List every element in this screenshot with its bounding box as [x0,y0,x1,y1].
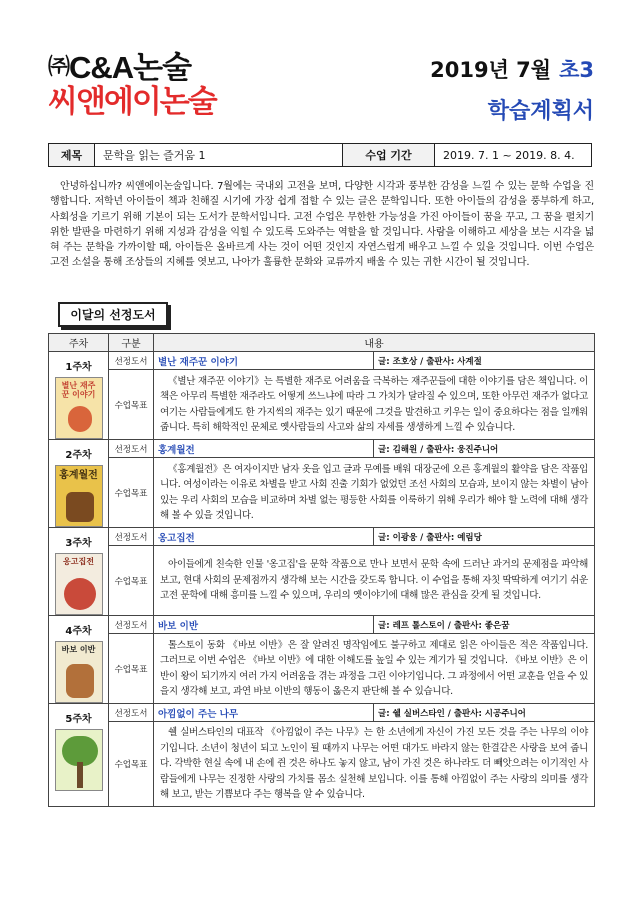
table-header-row [49,334,595,352]
book-title: 옹고집전 [154,528,374,546]
period-label: 수업 기간 [343,144,435,166]
book-cover-image [55,553,103,615]
type-goal: 수업목표 [109,370,154,440]
type-goal: 수업목표 [109,546,154,616]
book-cover-image [55,641,103,703]
document-heading [430,54,594,125]
subject-value: 문학을 읽는 즐거움 1 [95,144,343,166]
lesson-goal: 쉘 실버스타인의 대표작 《아낌없이 주는 나무》는 한 소년에게 자신이 가진 모든 것을 주는 나무의 이야기입니다. 소년이 청년이 되고 노인이 될 때까지 나무는 어떤 대가도 바라지 않는 한결같은 사랑을 보여 줍니다. 각박한 현실 속에 내 손에 쥔 것은 하나도 놓지 않고, 남이 가진 것은 하나라도 더 빼앗으려는 이기적인 사람들에게 나무는 진정한 사랑의 가치를 몸소 실천해 보입니다. 이를 통해 아낌없이 주는 사랑의 의미를 생각해 보고, 받는 기쁨보다 주는 행복을 알 수 있습니다. [154,722,595,807]
book-schedule-table [48,333,595,807]
logo-en-text: C&A논술 [69,50,192,85]
intro-paragraph: 안녕하십니까? 씨앤에이논술입니다. 7월에는 국내외 고전을 보며, 다양한 시각과 풍부한 감성을 느낄 수 있는 문학 수업을 진행합니다. 저학년 아이들이 책과 친해질 시기에 가장 쉽게 접할 수 있는 글은 문학입니다. 또한 아이들의 감성을 풍부하게 하고, 사회성을 기르기 위해 기본이 되는 도서가 문학서입니다. 고전 수업은 무한한 가능성을 가진 아이들이 꿈을 꾸고, 그 꿈을 펼치기 위한 발판을 마련하기 위해 지성과 감성을 익힐 수 있도록 도와주는 역할을 할 것입니다. 사람을 이해하고 세상을 보는 시각을 넓혀 주는 문학을 가까이할 때, 아이들은 올바르게 사는 것이 어떤 것인지 자연스럽게 배우고 느낄 수 있을 것입니다. 이번 수업은 고전 소설을 통해 조상들의 지혜를 엿보고, 나아가 훌륭한 문화와 교류까지 배울 수 있는 귀한 시간이 될 것입니다. [50,181,594,269]
header-week: 주차 [49,334,109,352]
section-title: 이달의 선정도서 [58,302,168,327]
book-title: 바보 이반 [154,616,374,634]
week-label: 3주차 [65,538,92,549]
lesson-goal: 《홍계월전》은 여자이지만 남자 옷을 입고 글과 무예를 배워 대장군에 오른 홍계월의 활약을 담은 작품입니다. 여성이라는 이유로 차별을 받고 사회 진출 기회가 없었던 조선 사회의 모습과, 보이지 않는 차별이 남아 있는 우리 사회의 모습을 비교하며 차별 없는 평등한 사회를 이룩하기 위해 우리가 해야 할 노력에 대해 생각해 볼 수 있을 것입니다. [154,458,595,528]
week-label: 4주차 [65,626,92,637]
logo-korean: 씨앤에이논술 [48,84,216,120]
week-label: 5주차 [65,714,92,725]
type-book: 선정도서 [109,440,154,458]
type-goal: 수업목표 [109,634,154,704]
header-content: 내용 [154,334,595,352]
type-goal: 수업목표 [109,722,154,807]
type-goal: 수업목표 [109,458,154,528]
book-author: 글: 쉘 실버스타인 / 출판사: 시공주니어 [374,704,595,722]
table-row [49,370,595,440]
type-book: 선정도서 [109,352,154,370]
book-title: 아낌없이 주는 나무 [154,704,374,722]
book-cover-image [55,729,103,791]
cover-title: 옹고집전 [63,557,94,566]
book-author: 글: 이광웅 / 출판사: 예림당 [374,528,595,546]
header-type: 구분 [109,334,154,352]
book-cover-image [55,377,103,439]
week-label: 1주차 [65,362,92,373]
table-row [49,352,595,370]
book-title: 별난 재주꾼 이야기 [154,352,374,370]
cover-title: 바보 이반 [61,645,96,654]
lesson-goal: 《별난 재주꾼 이야기》는 특별한 재주로 어려움을 극복하는 재주꾼들에 대한 이야기를 담은 책입니다. 이 책은 아무리 특별한 재주라도 어떻게 쓰느냐에 따라 그 가치가 달라질 수 있으며, 또한 아무런 재주가 없다고 여기는 사람들에게도 한 가지씩의 재주는 있기 때문에 그것을 발견하고 키우는 일이 중요하다는 점을 일깨워 줍니다. 특히 해학적인 문체로 옛사람들의 사고와 삶의 자세를 생생하게 느낄 수 있습니다. [154,370,595,440]
week-cell [49,440,109,528]
book-title: 홍계월전 [154,440,374,458]
week-cell [49,704,109,807]
cover-title: 별난 재주꾼 이야기 [61,381,96,399]
period-value: 2019. 7. 1 ~ 2019. 8. 4. [443,148,575,162]
cover-title: 홍계월전 [59,470,98,481]
table-row [49,440,595,458]
book-author: 글: 김해원 / 출판사: 웅진주니어 [374,440,595,458]
table-row [49,616,595,634]
week-cell [49,616,109,704]
week-label: 2주차 [65,450,92,461]
document-title: 학습계획서 [487,99,594,124]
course-info-bar [48,143,592,167]
type-book: 선정도서 [109,528,154,546]
lesson-goal: 아이들에게 친숙한 인물 '옹고집'을 문학 작품으로 만나 보면서 문학 속에 드러난 과거의 문제점을 파악해 보고, 현대 사회의 문제점까지 생각해 보는 시간을 갖도록 합니다. 이 수업을 통해 자칫 딱딱하게 여기기 쉬운 고전 문학에 대해 흥미를 느낄 수 있으며, 우리의 옛이야기에 대해 많은 관심을 갖게 될 것입니다. [154,546,595,616]
book-cover-image [55,465,103,527]
book-author: 글: 레프 톨스토이 / 출판사: 좋은꿈 [374,616,595,634]
grade-label: 초3 [559,58,594,82]
table-row [49,634,595,704]
table-row [49,546,595,616]
logo-english [48,52,216,83]
book-author: 글: 조호상 / 출판사: 사계절 [374,352,595,370]
logo-prefix: ㈜ [48,54,70,79]
week-cell [49,528,109,616]
table-row [49,458,595,528]
table-row [49,528,595,546]
table-row [49,704,595,722]
week-cell [49,352,109,440]
company-logo [48,52,216,118]
type-book: 선정도서 [109,616,154,634]
table-row [49,722,595,807]
type-book: 선정도서 [109,704,154,722]
subject-label: 제목 [49,144,95,166]
document-date: 2019년 7월 [430,58,552,82]
lesson-goal: 톨스토이 동화 《바보 이반》은 잘 알려진 명작임에도 불구하고 제대로 읽은 아이들은 적은 작품입니다. 그러므로 이번 수업은 《바보 이반》에 대한 이해도를 높일 수 있는 계기가 될 것입니다. 《바보 이반》은 이반이 왕이 되기까지 여러 가지 어려움을 겪는 과정을 그린 이야기입니다. 그 과정에서 어떤 교훈을 얻을 수 있을지 생각해 보고, 과연 바보 이반의 행동이 옳은지 판단해 볼 수 있습니다. [154,634,595,704]
